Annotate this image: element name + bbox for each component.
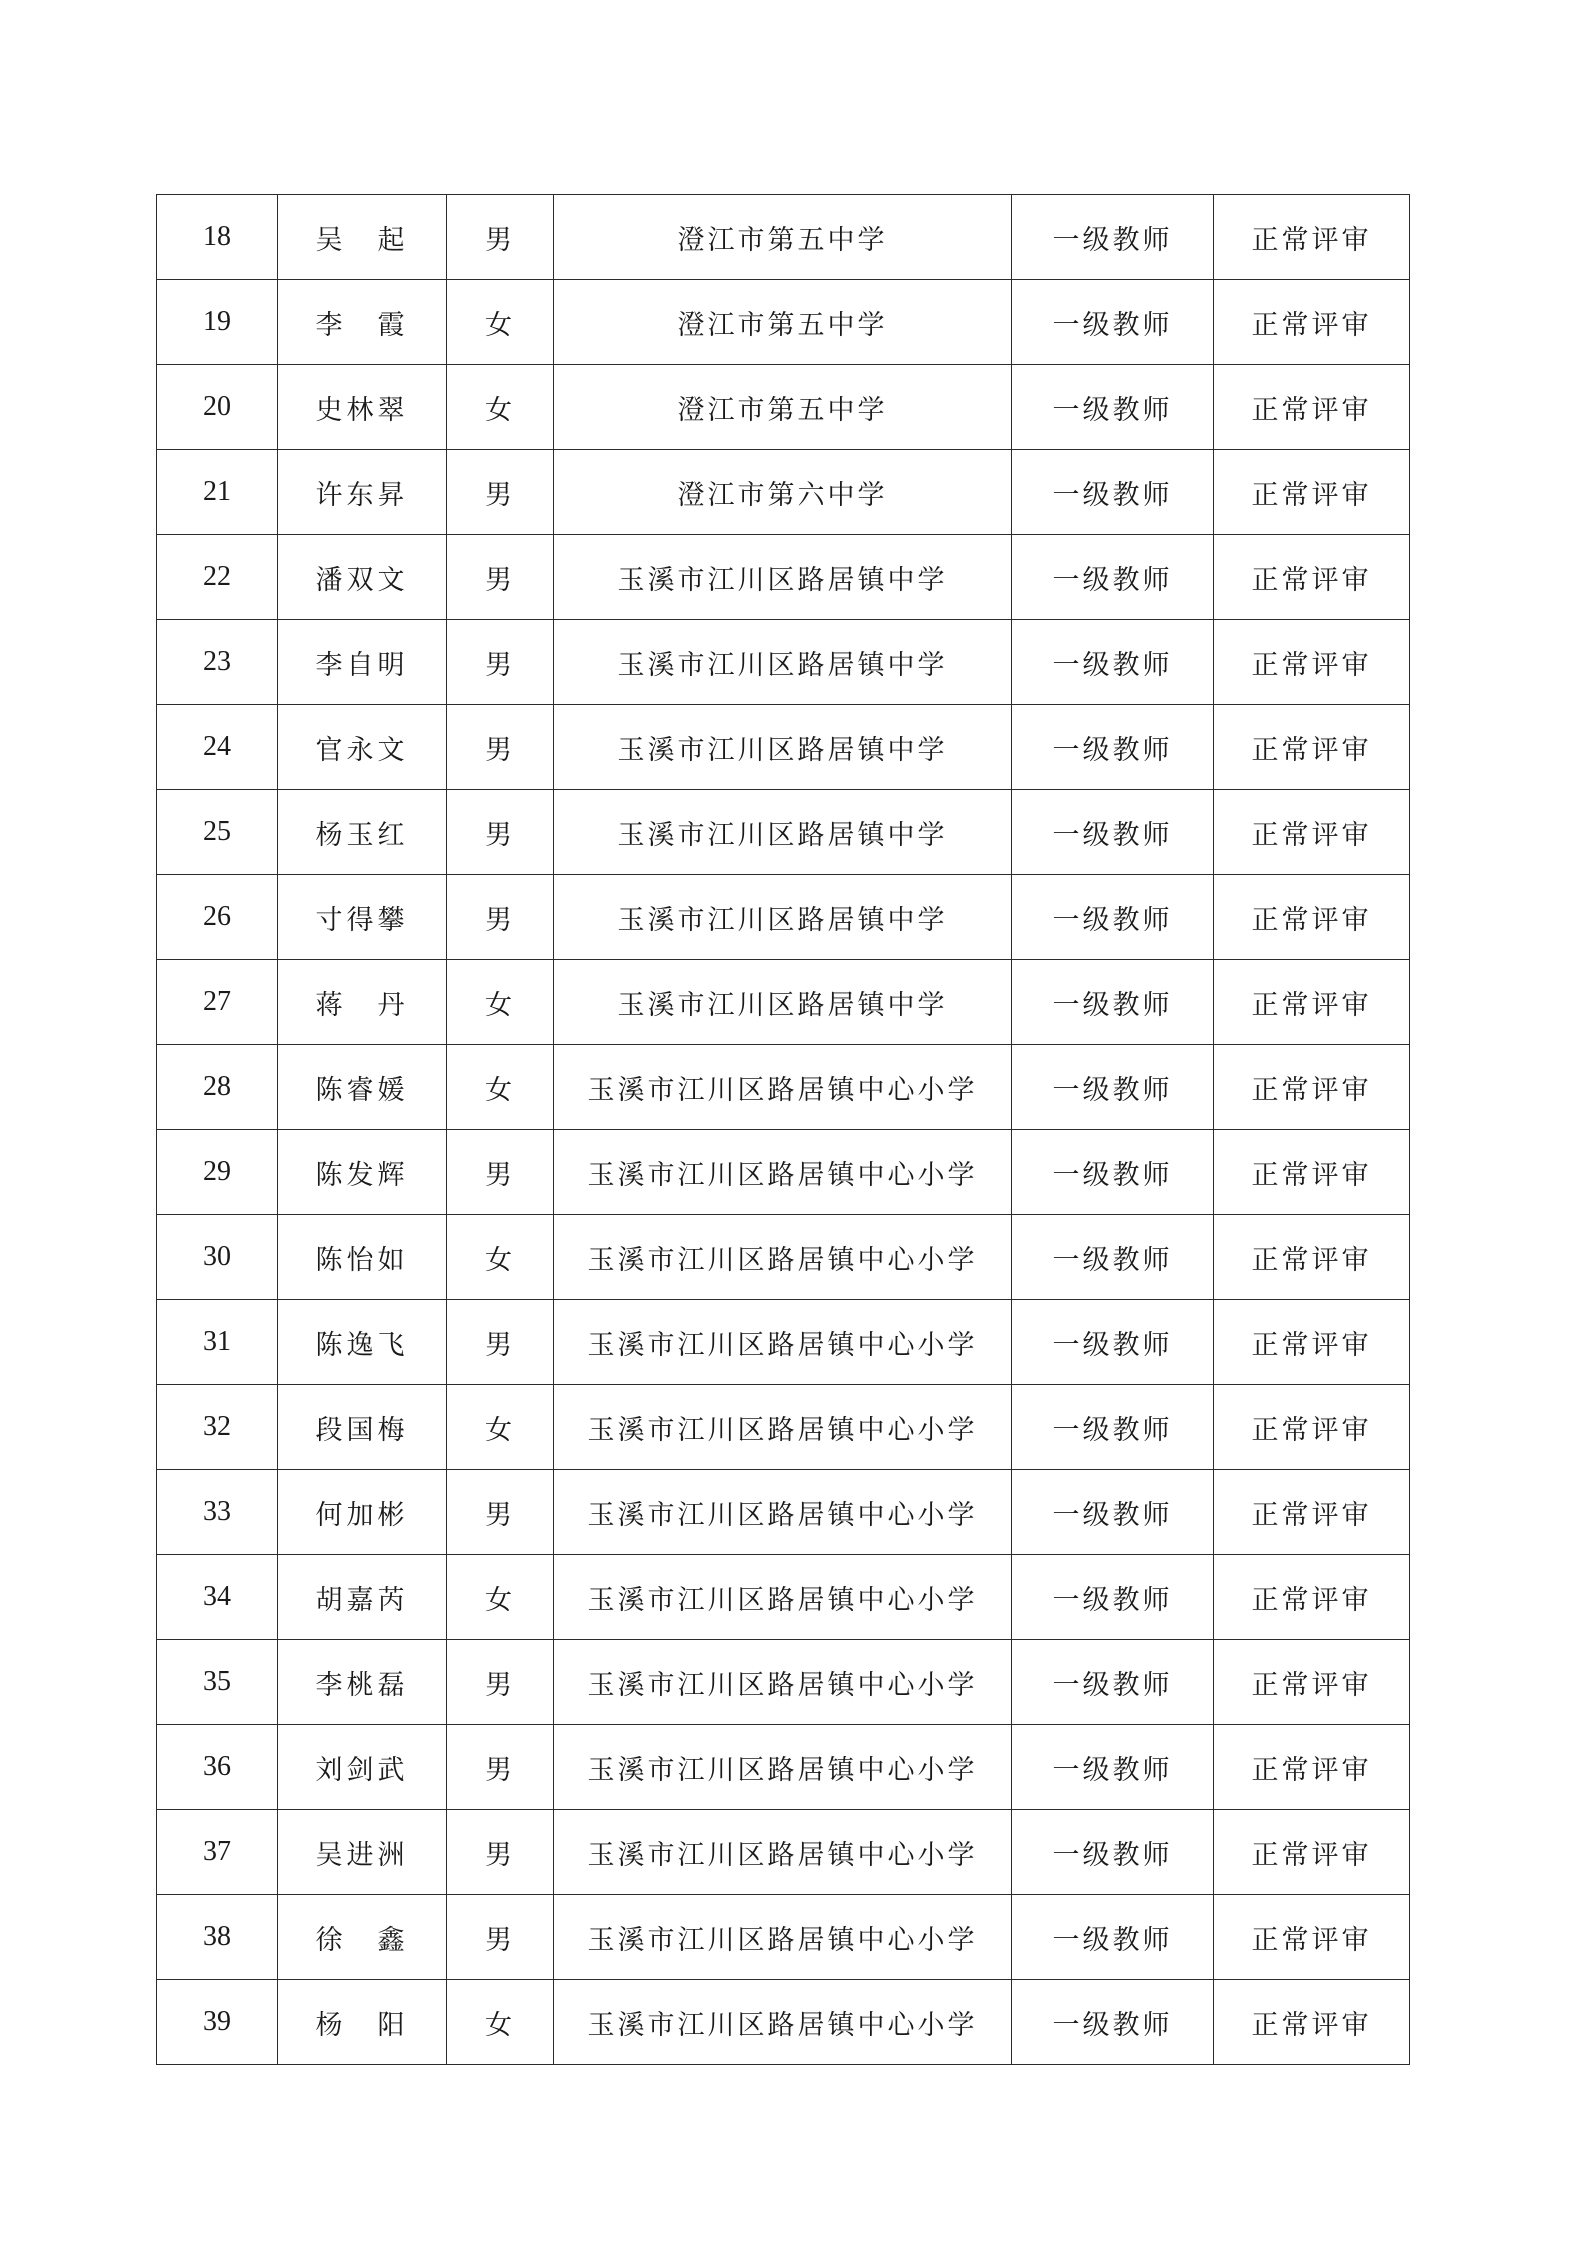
teacher-school: 玉溪市江川区路居镇中心小学 [554,1300,1012,1385]
teacher-name: 李自明 [278,620,447,705]
review-status: 正常评审 [1214,620,1410,705]
teacher-name: 杨玉红 [278,790,447,875]
table-row [157,365,1410,450]
teacher-title: 一级教师 [1012,365,1214,450]
teacher-title: 一级教师 [1012,1555,1214,1640]
teacher-name: 史林翠 [278,365,447,450]
teacher-school: 玉溪市江川区路居镇中心小学 [554,1385,1012,1470]
teacher-school: 玉溪市江川区路居镇中心小学 [554,1980,1012,2065]
teacher-name: 蒋 丹 [278,960,447,1045]
teacher-name: 何加彬 [278,1470,447,1555]
review-status: 正常评审 [1214,1130,1410,1215]
row-number: 25 [157,790,278,875]
table-row [157,1980,1410,2065]
review-status: 正常评审 [1214,1470,1410,1555]
row-number: 33 [157,1470,278,1555]
row-number: 37 [157,1810,278,1895]
review-status: 正常评审 [1214,450,1410,535]
teacher-name: 寸得攀 [278,875,447,960]
table-row [157,1810,1410,1895]
teacher-name: 胡嘉芮 [278,1555,447,1640]
teacher-name: 陈发辉 [278,1130,447,1215]
row-number: 19 [157,280,278,365]
row-number: 29 [157,1130,278,1215]
teacher-gender: 女 [447,1385,554,1470]
row-number: 23 [157,620,278,705]
teacher-gender: 女 [447,960,554,1045]
review-status: 正常评审 [1214,1215,1410,1300]
table-row [157,1640,1410,1725]
teacher-name: 刘剑武 [278,1725,447,1810]
teacher-gender: 男 [447,705,554,790]
row-number: 28 [157,1045,278,1130]
teacher-title: 一级教师 [1012,1130,1214,1215]
review-status: 正常评审 [1214,1045,1410,1130]
review-status: 正常评审 [1214,705,1410,790]
row-number: 39 [157,1980,278,2065]
teacher-name: 吴 起 [278,195,447,280]
review-status: 正常评审 [1214,1640,1410,1725]
teacher-gender: 女 [447,365,554,450]
teacher-title: 一级教师 [1012,1810,1214,1895]
row-number: 20 [157,365,278,450]
teacher-title: 一级教师 [1012,705,1214,790]
teacher-school: 澄江市第五中学 [554,195,1012,280]
teacher-gender: 男 [447,1130,554,1215]
row-number: 38 [157,1895,278,1980]
teacher-gender: 男 [447,450,554,535]
row-number: 34 [157,1555,278,1640]
teacher-school: 玉溪市江川区路居镇中学 [554,790,1012,875]
teacher-gender: 男 [447,790,554,875]
review-status: 正常评审 [1214,1385,1410,1470]
teacher-school: 澄江市第五中学 [554,365,1012,450]
teacher-title: 一级教师 [1012,280,1214,365]
teacher-school: 澄江市第六中学 [554,450,1012,535]
review-status: 正常评审 [1214,1980,1410,2065]
table-row [157,1470,1410,1555]
table-row [157,1895,1410,1980]
teacher-gender: 男 [447,1470,554,1555]
teacher-title: 一级教师 [1012,1300,1214,1385]
teacher-school: 玉溪市江川区路居镇中心小学 [554,1810,1012,1895]
teacher-title: 一级教师 [1012,790,1214,875]
table-row [157,875,1410,960]
teacher-gender: 女 [447,1215,554,1300]
table-row [157,620,1410,705]
review-status: 正常评审 [1214,280,1410,365]
teacher-name: 李 霞 [278,280,447,365]
teacher-school: 玉溪市江川区路居镇中学 [554,705,1012,790]
row-number: 32 [157,1385,278,1470]
teacher-gender: 男 [447,1810,554,1895]
teacher-school: 玉溪市江川区路居镇中心小学 [554,1045,1012,1130]
table-row [157,280,1410,365]
teacher-gender: 男 [447,1640,554,1725]
teacher-title: 一级教师 [1012,620,1214,705]
table-row [157,195,1410,280]
teacher-gender: 男 [447,875,554,960]
teacher-gender: 男 [447,1895,554,1980]
row-number: 22 [157,535,278,620]
row-number: 31 [157,1300,278,1385]
teacher-school: 玉溪市江川区路居镇中学 [554,535,1012,620]
review-status: 正常评审 [1214,790,1410,875]
teacher-title: 一级教师 [1012,1470,1214,1555]
teacher-title: 一级教师 [1012,450,1214,535]
teacher-school: 玉溪市江川区路居镇中心小学 [554,1640,1012,1725]
teacher-gender: 男 [447,1725,554,1810]
teacher-school: 玉溪市江川区路居镇中学 [554,620,1012,705]
review-status: 正常评审 [1214,535,1410,620]
table-row [157,1130,1410,1215]
teacher-gender: 女 [447,1980,554,2065]
table-row [157,1725,1410,1810]
teacher-title: 一级教师 [1012,1725,1214,1810]
table-row [157,790,1410,875]
teacher-name: 官永文 [278,705,447,790]
review-status: 正常评审 [1214,1895,1410,1980]
teacher-name: 徐 鑫 [278,1895,447,1980]
teacher-title: 一级教师 [1012,960,1214,1045]
teacher-title: 一级教师 [1012,1215,1214,1300]
roster-body [157,195,1410,2065]
teacher-name: 潘双文 [278,535,447,620]
teacher-school: 澄江市第五中学 [554,280,1012,365]
teacher-title: 一级教师 [1012,875,1214,960]
table-row [157,450,1410,535]
row-number: 26 [157,875,278,960]
row-number: 35 [157,1640,278,1725]
teacher-gender: 女 [447,280,554,365]
row-number: 24 [157,705,278,790]
table-row [157,960,1410,1045]
table-row [157,1555,1410,1640]
teacher-name: 陈怡如 [278,1215,447,1300]
row-number: 36 [157,1725,278,1810]
review-status: 正常评审 [1214,1555,1410,1640]
teacher-school: 玉溪市江川区路居镇中心小学 [554,1555,1012,1640]
teacher-school: 玉溪市江川区路居镇中学 [554,960,1012,1045]
teacher-school: 玉溪市江川区路居镇中心小学 [554,1725,1012,1810]
teacher-name: 李桃磊 [278,1640,447,1725]
review-status: 正常评审 [1214,1300,1410,1385]
teacher-roster-table [156,194,1410,2065]
table-row [157,1215,1410,1300]
teacher-title: 一级教师 [1012,1640,1214,1725]
row-number: 30 [157,1215,278,1300]
teacher-name: 陈睿媛 [278,1045,447,1130]
teacher-name: 许东昇 [278,450,447,535]
row-number: 21 [157,450,278,535]
teacher-school: 玉溪市江川区路居镇中心小学 [554,1215,1012,1300]
table-row [157,1045,1410,1130]
teacher-school: 玉溪市江川区路居镇中心小学 [554,1895,1012,1980]
teacher-title: 一级教师 [1012,195,1214,280]
row-number: 18 [157,195,278,280]
review-status: 正常评审 [1214,195,1410,280]
teacher-title: 一级教师 [1012,1980,1214,2065]
teacher-gender: 男 [447,1300,554,1385]
teacher-name: 杨 阳 [278,1980,447,2065]
review-status: 正常评审 [1214,1725,1410,1810]
teacher-title: 一级教师 [1012,1895,1214,1980]
review-status: 正常评审 [1214,365,1410,450]
teacher-school: 玉溪市江川区路居镇中学 [554,875,1012,960]
teacher-name: 陈逸飞 [278,1300,447,1385]
teacher-title: 一级教师 [1012,1045,1214,1130]
teacher-gender: 男 [447,620,554,705]
table-row [157,705,1410,790]
teacher-gender: 男 [447,195,554,280]
review-status: 正常评审 [1214,1810,1410,1895]
table-row [157,1300,1410,1385]
teacher-title: 一级教师 [1012,535,1214,620]
teacher-school: 玉溪市江川区路居镇中心小学 [554,1470,1012,1555]
teacher-gender: 女 [447,1555,554,1640]
teacher-name: 段国梅 [278,1385,447,1470]
row-number: 27 [157,960,278,1045]
review-status: 正常评审 [1214,875,1410,960]
teacher-name: 吴进洲 [278,1810,447,1895]
review-status: 正常评审 [1214,960,1410,1045]
table-row [157,1385,1410,1470]
teacher-gender: 男 [447,535,554,620]
teacher-gender: 女 [447,1045,554,1130]
teacher-school: 玉溪市江川区路居镇中心小学 [554,1130,1012,1215]
teacher-title: 一级教师 [1012,1385,1214,1470]
table-row [157,535,1410,620]
